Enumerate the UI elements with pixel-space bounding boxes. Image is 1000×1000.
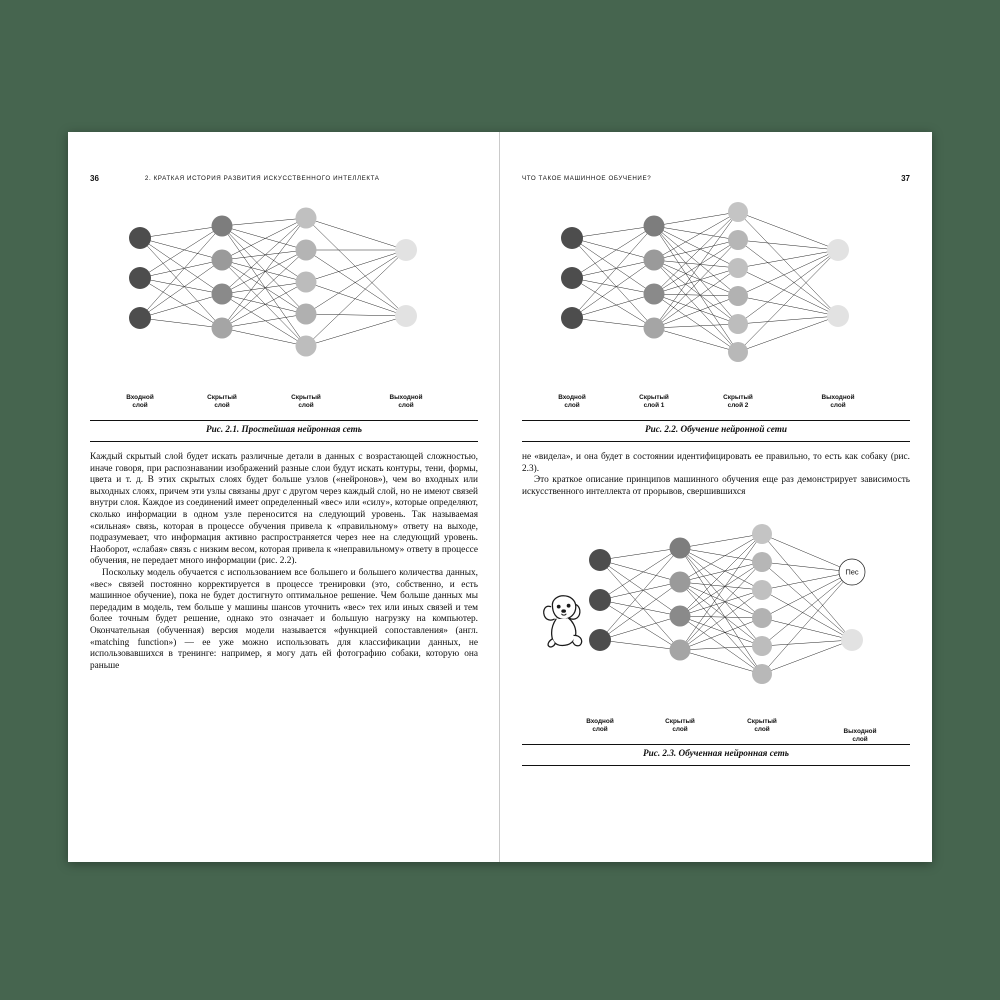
- caption-rule-bottom: [90, 441, 478, 442]
- figure-2-1-layer-labels: [90, 394, 478, 414]
- page-number-right: 37: [901, 173, 910, 183]
- left-body-text: [90, 452, 478, 672]
- figure-2-3: [522, 508, 910, 766]
- layer-label-input-line1: Входной: [558, 394, 586, 401]
- hidden-layer-2-nodes: [752, 524, 772, 684]
- figure-2-2: [522, 198, 910, 442]
- caption-rule-top: [90, 420, 478, 421]
- chapter-title-left: 2. КРАТКАЯ ИСТОРИЯ РАЗВИТИЯ ИСКУССТВЕННОГО ИНТЕЛЛЕКТА: [144, 174, 380, 182]
- figure-2-1-caption: Рис. 2.1. Простейшая нейронная сеть: [206, 424, 362, 434]
- figure-2-2-caption: Рис. 2.2. Обучение нейронной сети: [645, 424, 787, 434]
- layer-label-output-line2: слой: [830, 402, 846, 409]
- output-layer-nodes: [827, 239, 849, 327]
- figure-2-1-caption-block: [90, 420, 478, 442]
- paragraph: Это краткое описание принципов машинного обучения еще раз демонстрирует зависимость искусственного интеллекта от прорывов, свершившихся: [522, 475, 910, 497]
- right-page: [500, 132, 932, 862]
- layer-label-hidden1-line1: Скрытый: [639, 394, 669, 401]
- layer-label-hidden2-line2: слой 2: [727, 402, 749, 409]
- layer-label-hidden2-line1: Скрытый: [723, 394, 753, 401]
- caption-rule-bottom: [522, 765, 910, 766]
- paragraph: Поскольку модель обучается с использованием все большего и большего количества данных, «вес» связей постоянно корректируется в процессе тренировки (это, собственно, и есть машинное обучение), пока не будет достигнуто оптимальное решение. Чем больше данных мы передадим в модель, тем больше у машины шансов уточнить «вес» тех или иных связей и тем более точным будет решение, однако это означает и большую нагрузку на компьютер. Окончательная (обученная) версия модели называется «функцией сопоставления» (англ. «matching function») — ее уже можно использовать для классификации данных, не использовавшихся в тренинге: например, я могу дать ей фотографию собаки, которую она раньше: [90, 567, 478, 671]
- output-node-label: Пес: [845, 567, 859, 577]
- input-layer-nodes: [129, 227, 151, 329]
- paragraph: Каждый скрытый слой будет искать различные детали в данных с возрастающей сложностью, иначе говоря, при распознавании изображений разные слои будут искать контуры, тени, формы, цвета и т. д. В этих скрытых слоях будет больше узлов («нейронов»), чем во входных или выходных слоях, причем эти узлы связаны друг с другом через каждый слой, но не имеют связей внутри слоя. Каждое из соединений имеет определенный «вес» или «силу», которые определяют, сколько информации в одном узле переносится на следующий уровень. Так называемая «сильная» связь, которая в процессе обучения привела к «правильному» ответу на выходе, подразумевает, что информация активно распространяется через нее на следующий уровень. Наоборот, «слабая» связь с низким весом, которая привела к «неправильному» ответу в процессе обучения, не передает много информации (рис. 2.2).: [90, 452, 478, 567]
- hidden-layer-2-nodes: [728, 202, 748, 362]
- hidden-layer-2-nodes: [296, 208, 317, 357]
- layer-label-hidden2-line1: Скрытый: [747, 718, 777, 726]
- left-page: [68, 132, 500, 862]
- figure-2-3-layer-labels: [522, 718, 910, 744]
- figure-2-1: [90, 198, 478, 442]
- layer-label-output-line2: слой: [398, 402, 414, 409]
- left-running-head: [90, 172, 478, 184]
- layer-label-output-line1: Выходной: [389, 394, 423, 401]
- dog-illustration: [538, 592, 592, 650]
- caption-rule-bottom: [522, 441, 910, 442]
- layer-label-hidden1-line2: слой: [672, 726, 688, 734]
- layer-label-input-line2: слой: [132, 402, 148, 409]
- layer-label-input-line1: Входной: [126, 394, 154, 401]
- caption-rule-top: [522, 420, 910, 421]
- input-layer-nodes: [561, 227, 583, 329]
- right-body-text: [522, 452, 910, 498]
- figure-2-3-caption: Рис. 2.3. Обученная нейронная сеть: [643, 748, 789, 759]
- layer-label-input-line2: слой: [592, 726, 608, 734]
- open-book: [68, 132, 932, 862]
- layer-label-hidden2-line2: слой: [298, 402, 314, 409]
- layer-label-hidden1-line2: слой 1: [643, 402, 665, 409]
- layer-label-hidden2-line2: слой: [754, 726, 770, 734]
- layer-label-input-line1: Входной: [586, 718, 614, 726]
- layer-label-output-line1: Выходной: [821, 394, 855, 401]
- page-number-left: 36: [90, 173, 99, 183]
- layer-label-input-line2: слой: [564, 402, 580, 409]
- input-layer-nodes: [589, 549, 611, 651]
- layer-label-hidden2-line1: Скрытый: [291, 394, 321, 401]
- paragraph: не «видела», и она будет в состоянии идентифицировать ее правильно, то есть как собаку (рис. 2.3).: [522, 452, 910, 474]
- figure-2-2-layer-labels: [522, 394, 910, 414]
- figure-2-2-caption-block: [522, 420, 910, 442]
- layer-label-hidden1-line1: Скрытый: [207, 394, 237, 401]
- right-running-head: [522, 172, 910, 184]
- layer-label-output-line1: Выходной: [843, 728, 877, 736]
- caption-rule-top: [522, 744, 910, 745]
- figure-2-3-caption-block: [522, 744, 910, 766]
- layer-label-hidden1-line1: Скрытый: [665, 718, 695, 726]
- layer-label-output-line2: слой: [852, 736, 868, 744]
- neural-network-diagram-1: [90, 198, 478, 394]
- section-title-right: ЧТО ТАКОЕ МАШИННОЕ ОБУЧЕНИЕ?: [522, 174, 652, 182]
- neural-network-diagram-2: [522, 198, 910, 394]
- output-layer-nodes: [395, 239, 417, 327]
- layer-label-hidden1-line2: слой: [214, 402, 230, 409]
